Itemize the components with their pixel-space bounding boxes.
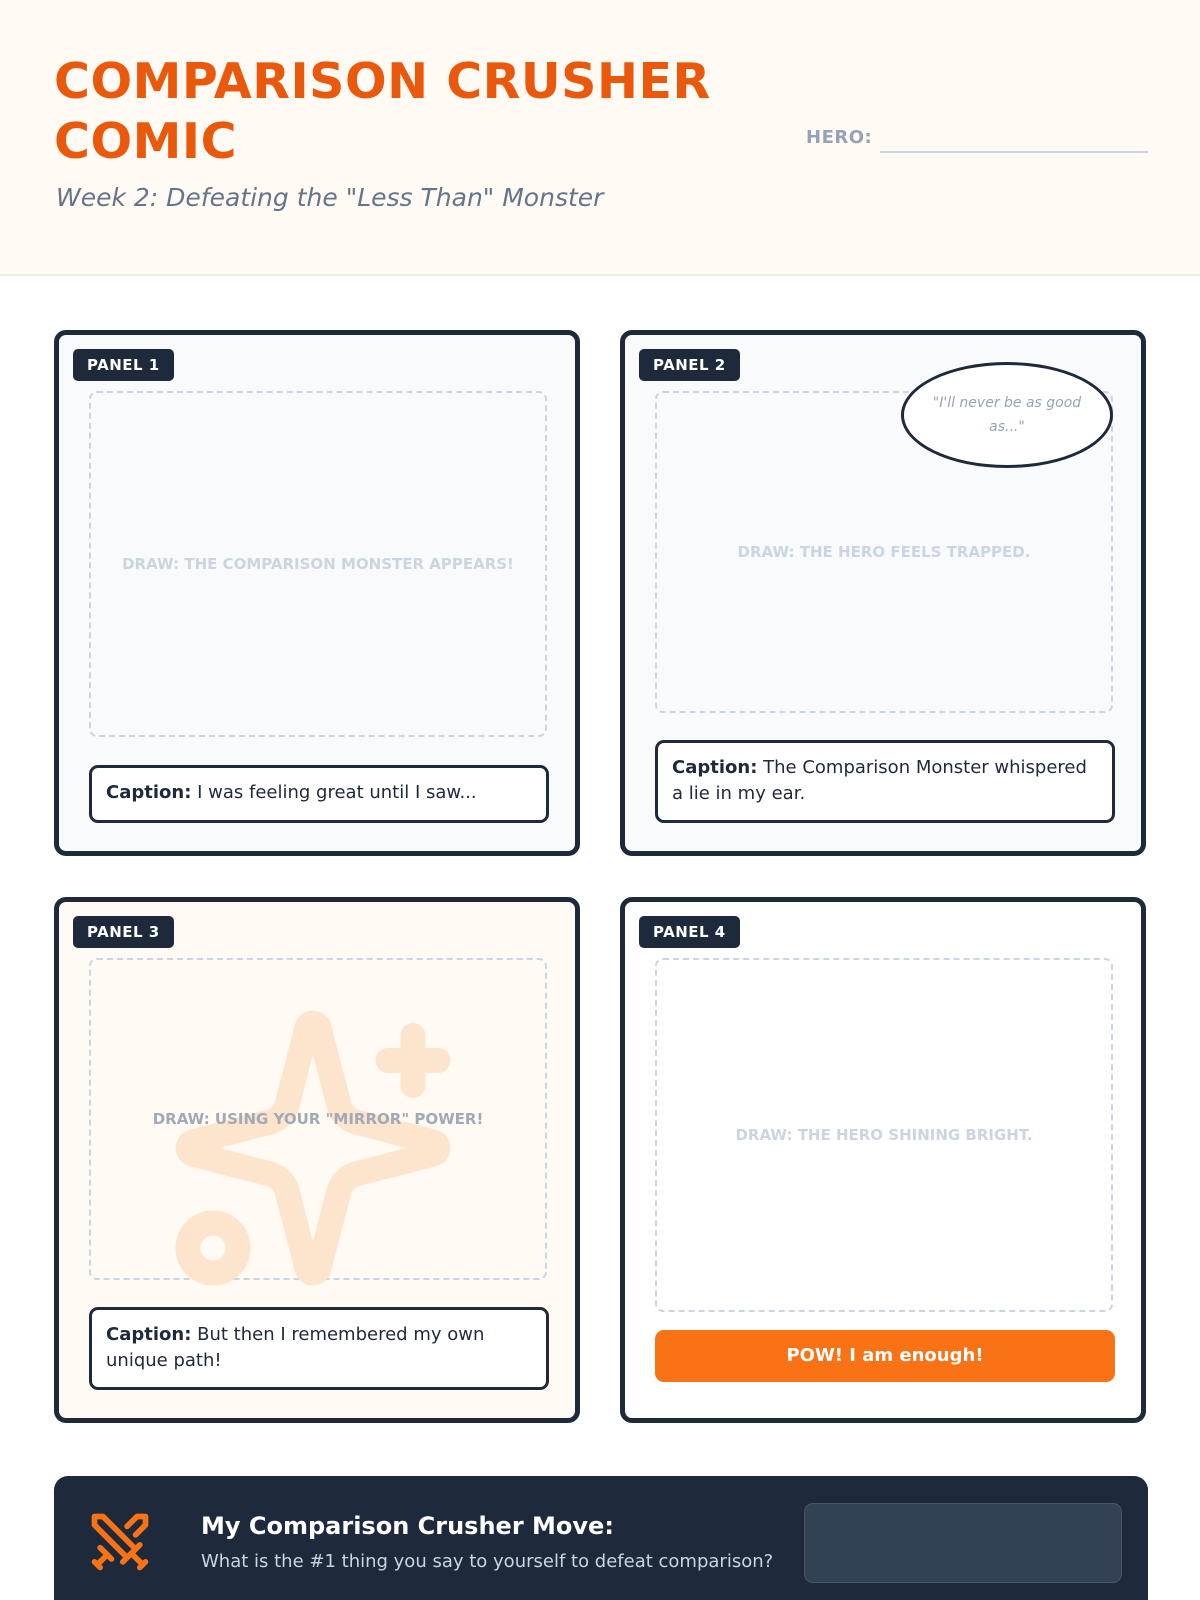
draw-prompt: DRAW: USING YOUR "MIRROR" POWER! [152, 1110, 484, 1128]
panel-badge: PANEL 3 [73, 916, 174, 948]
comic-panel-1 [54, 330, 580, 856]
crusher-move-question: What is the #1 thing you say to yourself to defeat comparison? [201, 1551, 774, 1572]
draw-prompt: DRAW: THE HERO SHINING BRIGHT. [735, 1126, 1033, 1144]
drawing-area[interactable] [655, 958, 1113, 1312]
caption-label: Caption: [106, 782, 192, 803]
hero-name-field[interactable] [880, 151, 1148, 153]
page-title: COMPARISON CRUSHER COMIC [54, 53, 711, 170]
comic-panel-3 [54, 897, 580, 1423]
caption-box [89, 1307, 549, 1390]
swords-icon [86, 1508, 154, 1576]
comic-panel-2 [620, 330, 1146, 856]
caption-text: The Comparison Monster whispered a lie in my ear. [672, 757, 1087, 804]
speech-bubble [901, 362, 1113, 468]
worksheet-header [0, 0, 1200, 276]
sparkles-icon [163, 998, 463, 1298]
panel-badge: PANEL 2 [639, 349, 740, 381]
crusher-move-input[interactable] [804, 1503, 1122, 1583]
crusher-move-title: My Comparison Crusher Move: [201, 1512, 614, 1540]
drawing-area[interactable] [89, 391, 547, 737]
crusher-move-section [54, 1476, 1148, 1600]
caption-text: But then I remembered my own unique path! [106, 1324, 485, 1371]
caption-label: Caption: [106, 1324, 192, 1345]
page-subtitle: Week 2: Defeating the "Less Than" Monster [56, 183, 604, 212]
caption-text: I was feeling great until I saw... [191, 782, 477, 803]
draw-prompt: DRAW: THE HERO FEELS TRAPPED. [737, 543, 1031, 561]
comic-panel-4 [620, 897, 1146, 1423]
caption-label: Caption: [672, 757, 758, 778]
caption-box [655, 740, 1115, 823]
speech-bubble-text: "I'll never be as good as..." [932, 395, 1082, 435]
panel-badge: PANEL 4 [639, 916, 740, 948]
caption-box [89, 765, 549, 823]
pow-button[interactable]: POW! I am enough! [655, 1330, 1115, 1382]
draw-prompt: DRAW: THE COMPARISON MONSTER APPEARS! [122, 555, 514, 573]
hero-label: HERO: [806, 127, 873, 148]
panel-badge: PANEL 1 [73, 349, 174, 381]
